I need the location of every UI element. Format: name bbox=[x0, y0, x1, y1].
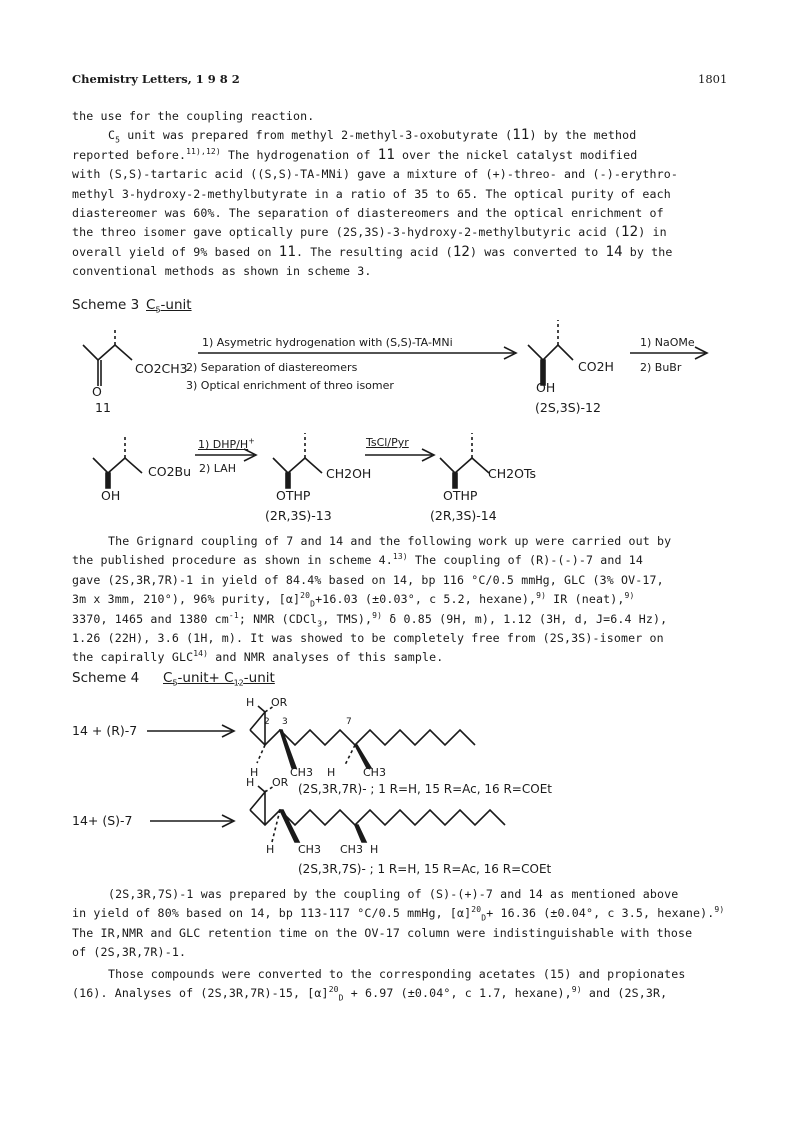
text-line: the published procedure as shown in scheme 4.$^{13)}$ The coupling of (R)-(-)-7 and 14 bbox=[72, 552, 644, 568]
wedge-bond bbox=[286, 473, 290, 488]
group-label: CH3 bbox=[363, 766, 386, 779]
bond bbox=[250, 792, 265, 825]
atom-label: H bbox=[246, 696, 255, 709]
paragraph-7s bbox=[72, 885, 742, 963]
locant-label: 3 bbox=[282, 717, 288, 727]
bond bbox=[345, 745, 355, 765]
bond bbox=[250, 712, 265, 730]
page-number: 1801 bbox=[698, 72, 728, 86]
bond bbox=[440, 458, 489, 473]
group-label: CH2OTs bbox=[488, 466, 536, 481]
atom-label: OH bbox=[536, 380, 556, 395]
bond bbox=[273, 458, 322, 473]
atom-label: OR bbox=[272, 776, 289, 789]
wedge-bond bbox=[355, 745, 371, 768]
text-line: the threo isomer gave optically pure (2S,3S)-3-hydroxy-2-methylbutyric acid (12) in bbox=[72, 224, 667, 241]
text-line: the capirally GLC$^{14)}$ and NMR analyses of this sample. bbox=[72, 649, 444, 665]
atom-label: OH bbox=[101, 488, 121, 503]
text-line: with (S,S)-tartaric acid ((S,S)-TA-MNi) gave a mixture of (+)-threo- and (-)-erythro- bbox=[72, 167, 679, 182]
scheme-4-subtitle: $C_5-unit+$ $C_{12}$-unit bbox=[163, 670, 275, 688]
text-line: $C_5$ unit was prepared from methyl 2-methyl-3-oxobutyrate (11) by the method bbox=[108, 127, 637, 145]
atom-label: H bbox=[370, 843, 379, 856]
step-label: 2) Separation of diastereomers bbox=[186, 361, 358, 374]
step-label: 3) Optical enrichment of threo isomer bbox=[186, 379, 394, 392]
compound-number: (2S,3S)-12 bbox=[535, 400, 601, 415]
locant-label: 7 bbox=[346, 717, 352, 727]
text-line: diastereomer was 60%. The separation of diastereomers and the optical enrichment of bbox=[72, 205, 664, 220]
atom-label: H bbox=[250, 766, 259, 779]
text-line: the use for the coupling reaction. bbox=[72, 109, 315, 123]
group-label: CH3 bbox=[340, 843, 363, 856]
text-line: (2S,3R,7S)-1 was prepared by the coupling of (S)-(+)-7 and 14 as mentioned above bbox=[108, 887, 679, 901]
atom-label: OTHP bbox=[443, 488, 478, 503]
reagent-label: 1) NaOMe bbox=[640, 336, 695, 349]
wedge-bond bbox=[453, 473, 457, 488]
bond bbox=[83, 345, 132, 360]
journal-header: Chemistry Letters, 1 9 8 2 bbox=[72, 72, 240, 86]
text-line: of (2S,3R,7R)-1. bbox=[72, 945, 187, 960]
text-line: methyl 3-hydroxy-2-methylbutyrate in a ratio of 35 to 65. The optical purity of each bbox=[72, 186, 671, 201]
wedge-bond bbox=[106, 473, 110, 488]
group-label: CH3 bbox=[298, 843, 321, 856]
group-label: CH3 bbox=[290, 766, 313, 779]
paragraph-grignard bbox=[72, 532, 742, 668]
group-label: CO2CH3 bbox=[135, 361, 188, 376]
text-line: (16). Analyses of (2S,3R,7R)-15, $[\alpha]^{20}_D + 6.97$ (±0.04°, c 1.7, hexane),$^{9)}$ and (2S,3R, bbox=[72, 985, 668, 1003]
reagent-label: 1) DHP/H+ bbox=[198, 436, 255, 451]
bond bbox=[257, 745, 265, 763]
bond bbox=[528, 345, 573, 360]
product-label: (2S,3R,7S)- ; 1 R=H, 15 R=Ac, 16 R=COEt bbox=[298, 862, 552, 876]
scheme-3-subtitle: $C_5$-unit bbox=[146, 297, 192, 315]
text-line: The Grignard coupling of 7 and 14 and the following work up were carried out by bbox=[108, 534, 672, 548]
text-line: 1.26 (22H), 3.6 (1H, m). It was showed to be completely free from (2S,3S)-isomer on bbox=[72, 630, 664, 645]
locant-label: 2 bbox=[264, 717, 270, 727]
group-label: CO2H bbox=[578, 359, 614, 374]
text-line: conventional methods as shown in scheme 3. bbox=[72, 264, 372, 279]
text-line: Those compounds were converted to the corresponding acetates (15) and propionates bbox=[108, 967, 686, 981]
reagent-label: 2) LAH bbox=[199, 462, 236, 475]
atom-label: H bbox=[246, 776, 255, 789]
bond bbox=[93, 458, 142, 473]
reaction-label: 14+ (S)-7 bbox=[72, 813, 133, 828]
product-label: (2S,3R,7R)- ; 1 R=H, 15 R=Ac, 16 R=COEt bbox=[298, 782, 552, 796]
compound-number: (2R,3S)-13 bbox=[265, 508, 332, 523]
text-line: reported before.$^{11),12)}$ The hydrogenation of 11 over the nickel catalyst modified bbox=[72, 146, 638, 163]
group-label: CH2OH bbox=[326, 466, 372, 481]
group-label: CO2Bu bbox=[148, 464, 192, 479]
text-line: in yield of 80% based on 14, bp 113-117 °C/0.5 mmHg, $[\alpha]^{20}_D+ 16.36$ (±0.04°, c 3.5, hexane).$^{9)}$ bbox=[72, 905, 725, 923]
wedge-bond bbox=[280, 730, 296, 768]
paragraph-acetates bbox=[72, 965, 742, 1004]
text-line: overall yield of 9% based on 11. The resulting acid (12) was converted to 14 by the bbox=[72, 243, 673, 260]
step-label: 1) Asymetric hydrogenation with (S,S)-TA-MNi bbox=[202, 336, 453, 349]
atom-label: O bbox=[92, 384, 102, 399]
reaction-label: 14 + (R)-7 bbox=[72, 723, 138, 738]
text-line: 3370, 1465 and 1380 $cm^{-1}$; NMR (CDCl$_3$, TMS),$^{9)}$ δ 0.85 (9H, m), 1.12 (3H, d, J=6.4 Hz), bbox=[72, 610, 668, 628]
reagent-label: TsCl/Pyr bbox=[366, 436, 409, 449]
text-line: 3m x 3mm, 210°), 96% purity, $[\alpha]^{20}_D+16.03$ (±0.03°, c 5.2, hexane),$^{9)}$ IR (neat),$^{9)}$ bbox=[72, 591, 635, 609]
text-line: The IR,NMR and GLC retention time on the OV-17 column were indistinguishable with those bbox=[72, 925, 693, 940]
atom-label: H bbox=[327, 766, 336, 779]
compound-number: 11 bbox=[95, 400, 111, 415]
text-line: gave (2S,3R,7R)-1 in yield of 84.4% based on 14, bp 116 °C/0.5 mmHg, GLC (3% OV-17, bbox=[72, 572, 664, 587]
reagent-label: 2) BuBr bbox=[640, 361, 682, 374]
atom-label: H bbox=[266, 843, 275, 856]
compound-number: (2R,3S)-14 bbox=[430, 508, 497, 523]
wedge-bond bbox=[355, 825, 366, 842]
wedge-bond bbox=[280, 810, 299, 842]
scheme-3-title: Scheme 3 bbox=[72, 297, 140, 313]
atom-label: OR bbox=[271, 696, 288, 709]
scheme-4-title: Scheme 4 bbox=[72, 670, 140, 686]
atom-label: OTHP bbox=[276, 488, 311, 503]
bond bbox=[258, 786, 265, 792]
bond bbox=[258, 706, 265, 712]
